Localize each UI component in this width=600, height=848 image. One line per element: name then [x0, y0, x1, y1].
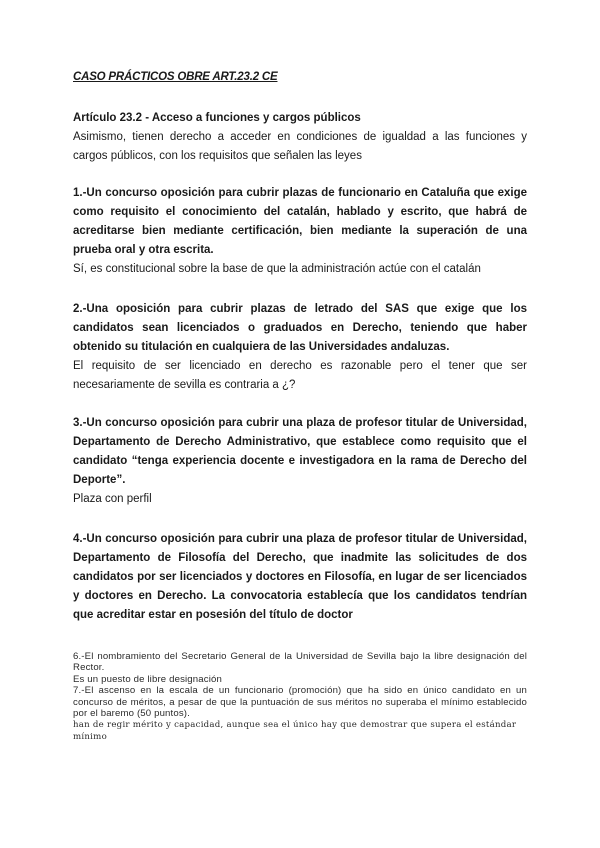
note-6-answer: Es un puesto de libre designación: [73, 673, 222, 685]
note-7-answer: han de regir mérito y capacidad, aunque sea el único hay que demostrar que supera el estándar mínimo: [73, 720, 517, 742]
case-answer: Sí, es constitucional sobre la base de que la administración actúe con el catalán: [73, 263, 481, 275]
case-1: [73, 184, 527, 279]
notes-section: [73, 651, 527, 743]
case-question: 3.-Un concurso oposición para cubrir una plaza de profesor titular de Universidad, Departamento de Derecho Administrativo, que establece como requisito que el candidato “tenga experiencia docente e investigadora en la rama de Derecho del Deporte”.: [73, 417, 527, 486]
case-3: [73, 414, 527, 509]
case-answer: Plaza con perfil: [73, 493, 152, 505]
case-2: [73, 300, 527, 395]
case-question: 2.-Una oposición para cubrir plazas de letrado del SAS que exige que los candidatos sean licenciados o graduados en Derecho, teniendo que haber obtenido su titulación en cualquiera de las Universidades andaluzas.: [73, 303, 527, 353]
article-text: Asimismo, tienen derecho a acceder en condiciones de igualdad a las funciones y cargos públicos, con los requisitos que señalen las leyes: [73, 131, 527, 162]
note-7: 7.-El ascenso en la escala de un funcionario (promoción) que ha sido en único candidato en un concurso de méritos, a pesar de que la puntuación de sus méritos no superaba el mínimo establecido por el baremo (50 puntos).: [73, 685, 527, 720]
document-title: CASO PRÁCTICOS OBRE ART.23.2 CE: [73, 71, 278, 83]
article-heading: Artículo 23.2 - Acceso a funciones y cargos públicos: [73, 112, 361, 124]
case-answer: El requisito de ser licenciado en derecho es razonable pero el tener que ser necesariamente de sevilla es contraria a ¿?: [73, 360, 527, 391]
note-6: 6.-El nombramiento del Secretario General de la Universidad de Sevilla bajo la libre designación del Rector.: [73, 651, 527, 674]
case-4: [73, 530, 527, 625]
case-question: 1.-Un concurso oposición para cubrir plazas de funcionario en Cataluña que exige como requisito el conocimiento del catalán, hablado y escrito, que habrá de acreditarse bien mediante certificación, bien mediante la superación de una prueba oral y otra escrita.: [73, 187, 527, 256]
article-section: [73, 109, 527, 166]
case-question: 4.-Un concurso oposición para cubrir una plaza de profesor titular de Universidad, Departamento de Filosofía del Derecho, que inadmite las solicitudes de dos candidatos por ser licenciados y doctores en Filosofía, en lugar de ser licenciados y doctores en Derecho. La convocatoria establecía que los candidatos tendrían que acreditar estar en posesión del título de doctor: [73, 533, 527, 621]
